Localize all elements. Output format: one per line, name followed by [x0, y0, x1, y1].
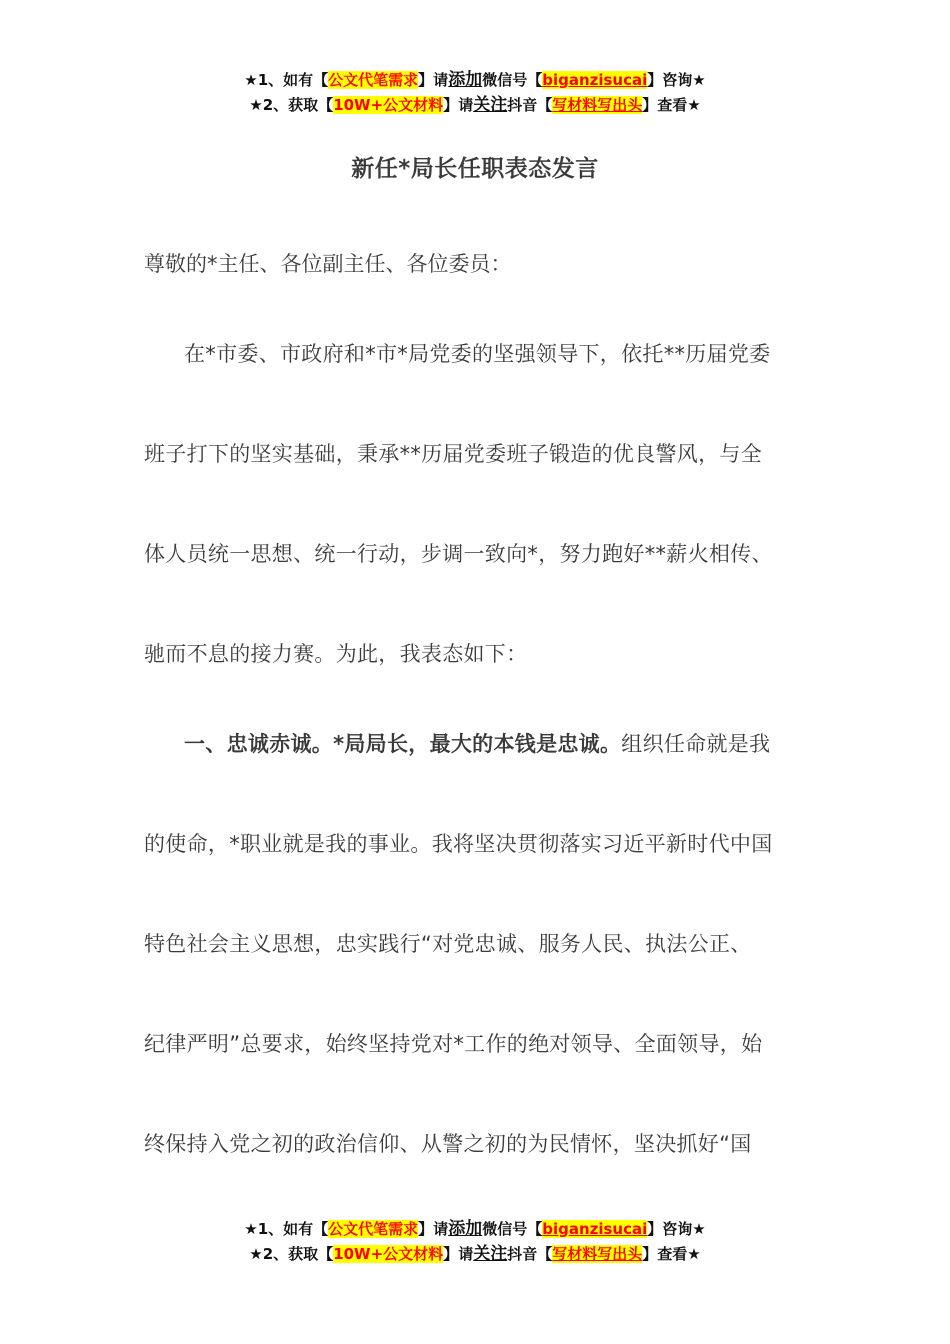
paragraph-loyalty: [144, 722, 806, 1167]
paragraph-intro: [144, 332, 806, 677]
text-line: 体人员统一思想、统一行动，步调一致向*，努力跑好**薪火相传、: [144, 542, 773, 566]
banner-text: 】请: [418, 71, 449, 89]
banner-text: 】请: [418, 1220, 449, 1238]
text-line: 特色社会主义思想，忠实践行“对党忠诚、服务人民、执法公正、: [144, 932, 752, 956]
text-line: 终保持入党之初的政治信仰、从警之初的为民情怀，坚决抓好“国: [144, 1132, 752, 1156]
text-line: [144, 722, 806, 767]
highlight-materials: 10W+公文材料: [333, 1245, 444, 1263]
banner-text: 微信号【: [482, 1220, 543, 1238]
text-line: 班子打下的坚实基础，秉承**历届党委班子锻造的优良警风，与全: [144, 442, 762, 466]
banner-line-1: [0, 1217, 950, 1242]
header-banner: [0, 68, 950, 118]
text-run: 组织任命就是我: [621, 732, 771, 756]
highlight-service: 公文代笔需求: [328, 71, 419, 89]
banner-text: 微信号【: [482, 71, 543, 89]
document-title: 新任*局长任职表态发言: [351, 156, 599, 182]
greeting: 尊敬的*主任、各位副主任、各位委员：: [144, 252, 512, 276]
text-line: 驰而不息的接力赛。为此，我表态如下：: [144, 642, 528, 666]
banner-text: 】查看★: [642, 96, 701, 114]
banner-text: 】请: [443, 1245, 474, 1263]
highlight-service: 公文代笔需求: [328, 1220, 419, 1238]
emphasis-add: 添加: [448, 70, 483, 90]
banner-line-2: [0, 1242, 950, 1267]
footer-banner: [0, 1217, 950, 1267]
banner-text: ★2、获取【: [249, 96, 334, 114]
text-line: 纪律严明”总要求，始终坚持党对*工作的绝对领导、全面领导，始: [144, 1032, 763, 1056]
emphasis-add: 添加: [448, 1219, 483, 1239]
banner-text: ★1、如有【: [244, 1220, 329, 1238]
document-body: [144, 242, 806, 1212]
emphasis-follow: 关注: [473, 95, 508, 115]
section-heading: 一、忠诚赤诚。*局局长，最大的本钱是忠诚。: [184, 732, 622, 756]
wechat-id-link[interactable]: biganzisucai: [542, 1220, 648, 1238]
banner-text: ★1、如有【: [244, 71, 329, 89]
emphasis-follow: 关注: [473, 1244, 508, 1264]
banner-line-1: [0, 68, 950, 93]
banner-line-2: [0, 93, 950, 118]
banner-text: 】咨询★: [647, 71, 706, 89]
banner-text: ★2、获取【: [249, 1245, 334, 1263]
douyin-account-link[interactable]: 写材料写出头: [552, 96, 643, 114]
douyin-account-link[interactable]: 写材料写出头: [552, 1245, 643, 1263]
banner-text: 抖音【: [507, 96, 553, 114]
banner-text: 】请: [443, 96, 474, 114]
banner-text: 】咨询★: [647, 1220, 706, 1238]
banner-text: 】查看★: [642, 1245, 701, 1263]
highlight-materials: 10W+公文材料: [333, 96, 444, 114]
text-line: 在*市委、市政府和*市*局党委的坚强领导下，依托**历届党委: [184, 342, 771, 366]
banner-text: 抖音【: [507, 1245, 553, 1263]
wechat-id-link[interactable]: biganzisucai: [542, 71, 648, 89]
text-line: 的使命，*职业就是我的事业。我将坚决贯彻落实习近平新时代中国: [144, 832, 773, 856]
